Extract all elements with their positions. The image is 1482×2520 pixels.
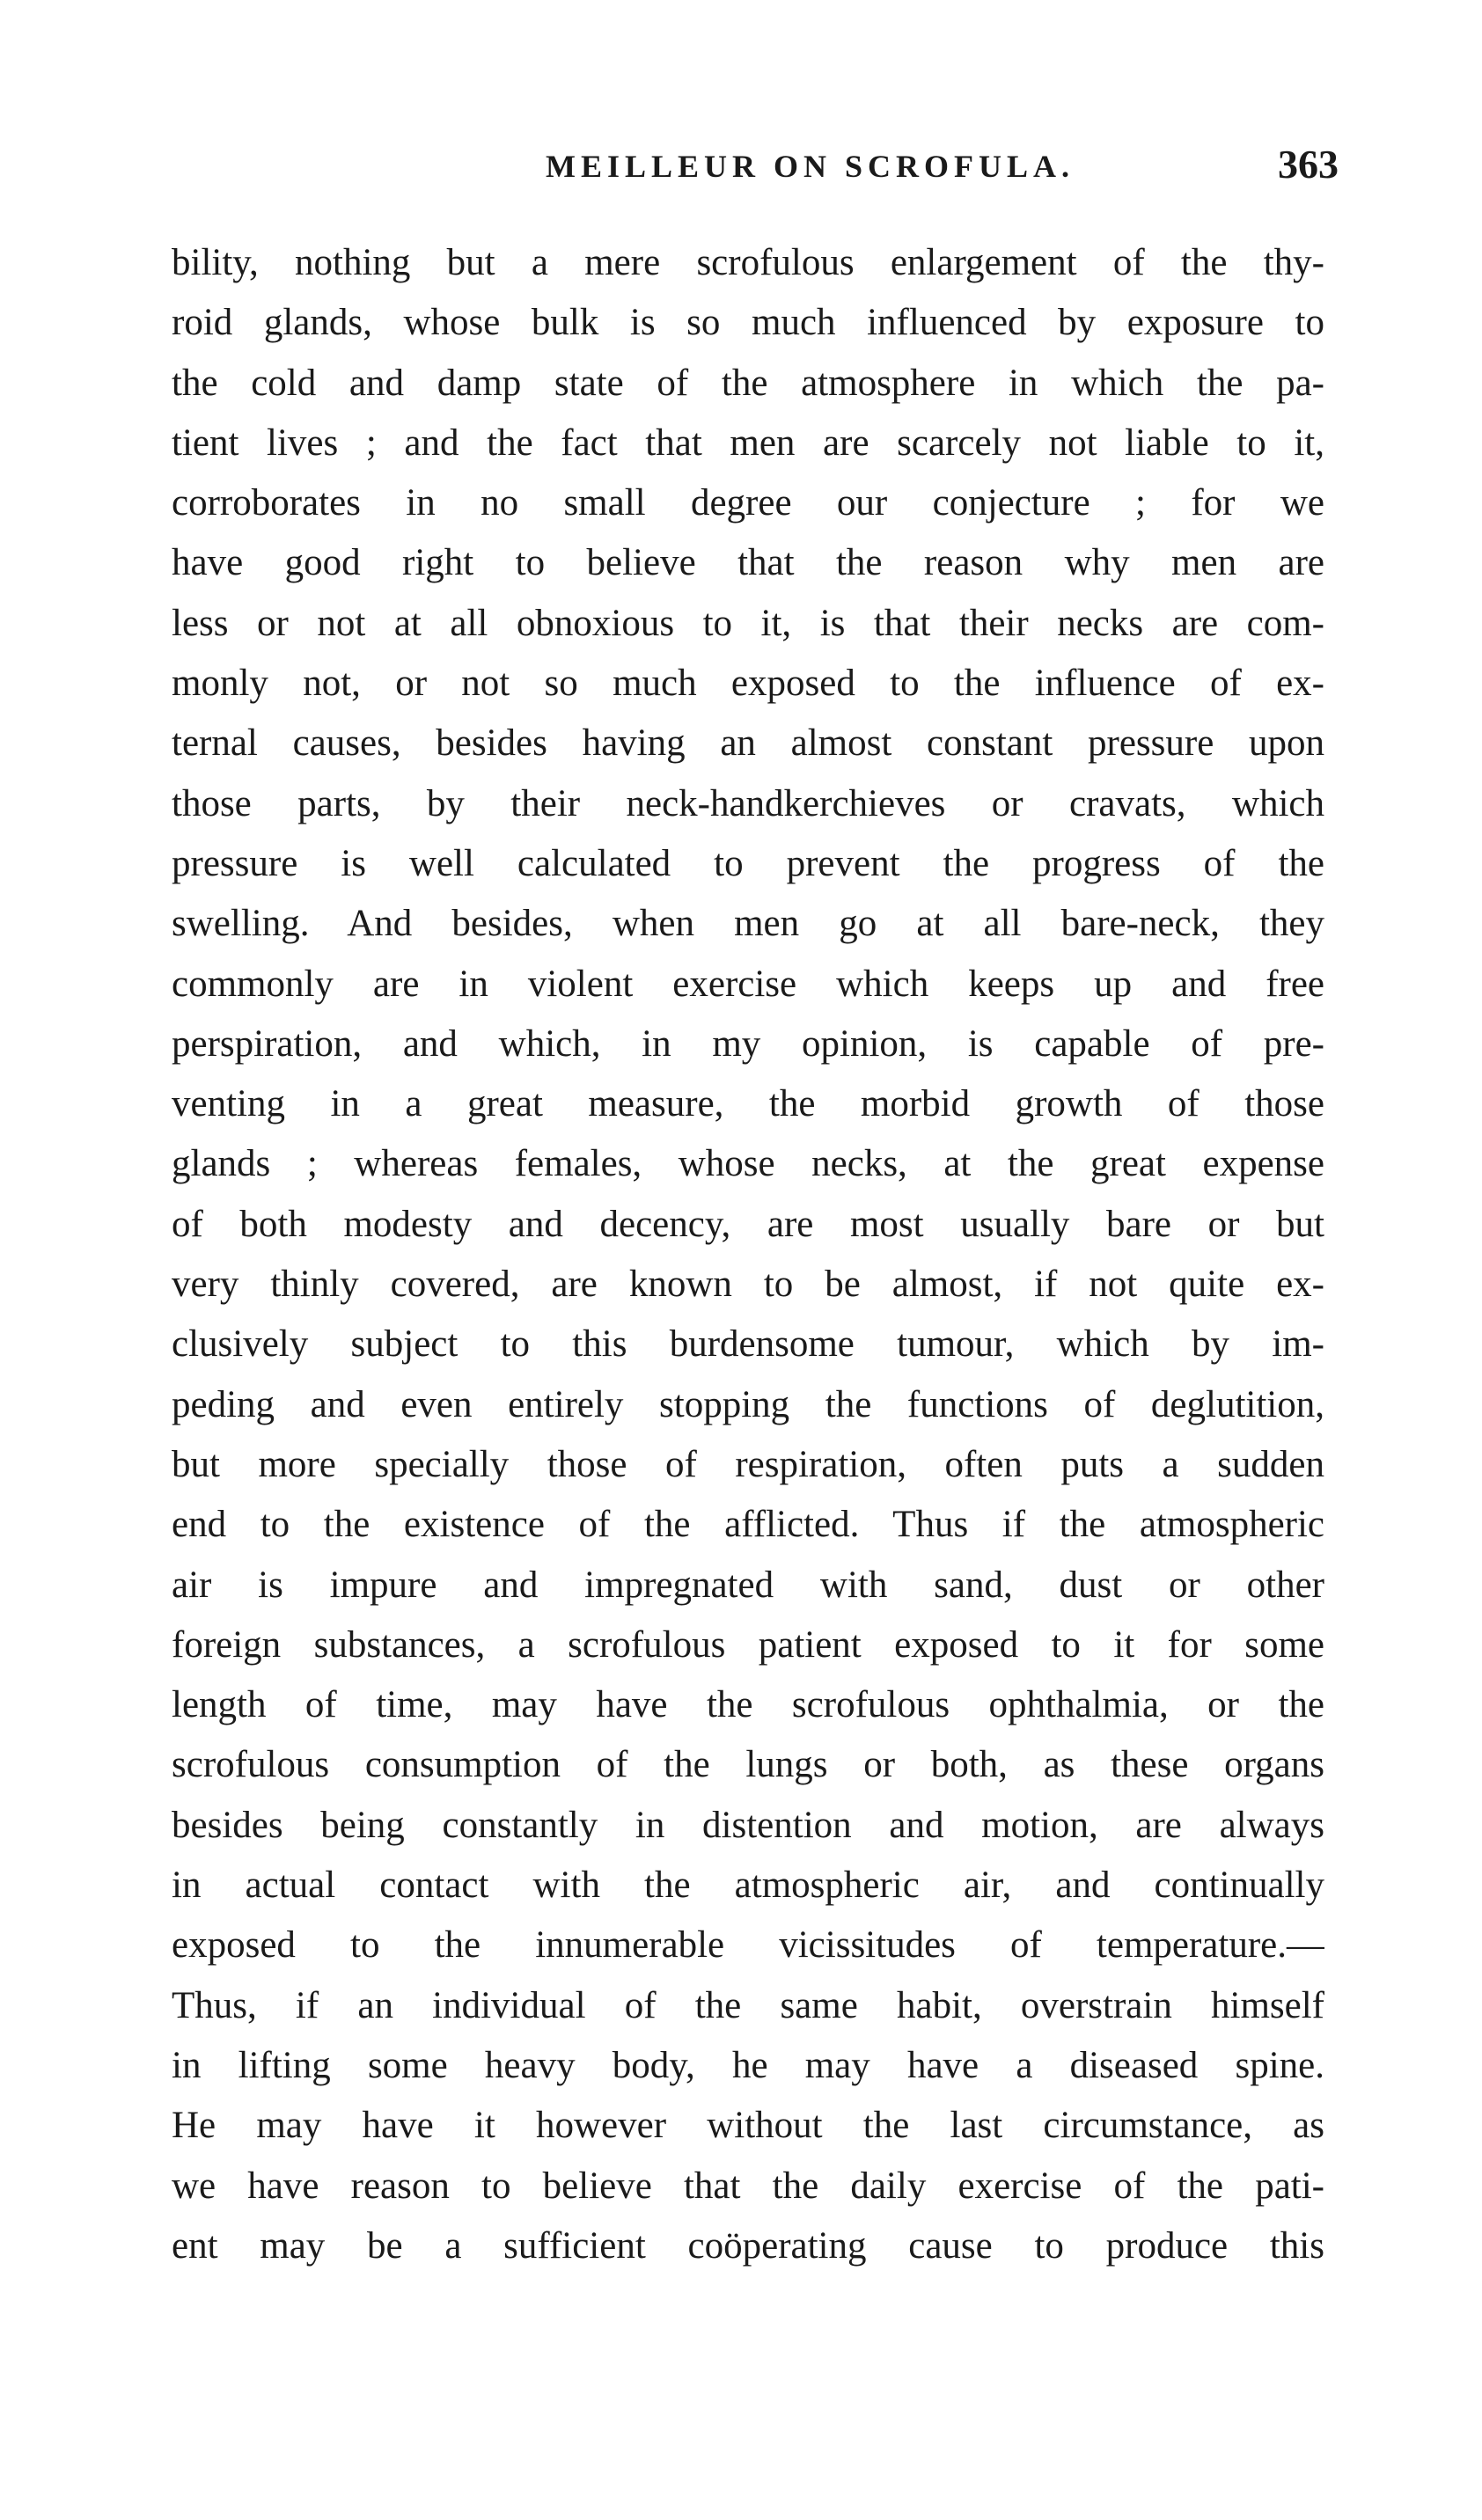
text-line: have good right to believe that the reason why men are xyxy=(172,542,1324,584)
text-line: bility, nothing but a mere scrofulous enlargement of the thy- xyxy=(172,242,1324,283)
text-line: ternal causes, besides having an almost constant pressure upon xyxy=(172,722,1324,765)
text-line: Thus, if an individual of the same habit, overstrain himself xyxy=(172,1984,1324,2026)
text-line: corroborates in no small degree our conjecture ; for we xyxy=(172,482,1324,524)
text-line: perspiration, and which, in my opinion, is capable of pre- xyxy=(172,1022,1324,1065)
text-line: in actual contact with the atmospheric air, and continually xyxy=(172,1864,1324,1907)
text-line: less or not at all obnoxious to it, is that their necks are com- xyxy=(172,602,1324,644)
text-line: those parts, by their neck-handkerchieves or cravats, which xyxy=(172,782,1324,824)
text-line: glands ; whereas females, whose necks, at the great expense xyxy=(172,1143,1324,1185)
text-line: venting in a great measure, the morbid growth of those xyxy=(172,1083,1324,1125)
text-line: He may have it however without the last circumstance, as xyxy=(172,2105,1324,2147)
text-line: swelling. And besides, when men go at all bare-neck, they xyxy=(172,903,1324,945)
body-text xyxy=(172,233,1324,2276)
text-line: in lifting some heavy body, he may have a diseased spine. xyxy=(172,2044,1324,2086)
text-line: clusively subject to this burdensome tumour, which by im- xyxy=(172,1323,1324,1366)
text-line: scrofulous consumption of the lungs or both, as these organs xyxy=(172,1744,1324,1786)
text-line: very thinly covered, are known to be almost, if not quite ex- xyxy=(172,1264,1324,1306)
text-line: we have reason to believe that the daily exercise of the pati- xyxy=(172,2165,1324,2207)
text-line: length of time, may have the scrofulous ophthalmia, or the xyxy=(172,1684,1324,1726)
text-line: monly not, or not so much exposed to the influence of ex- xyxy=(172,663,1324,705)
text-line: pressure is well calculated to prevent the progress of the xyxy=(172,842,1324,884)
text-line: ent may be a sufficient coöperating cause to produce this xyxy=(172,2224,1324,2267)
text-line: peding and even entirely stopping the functions of deglutition, xyxy=(172,1383,1324,1425)
text-line: roid glands, whose bulk is so much influenced by exposure to xyxy=(172,302,1324,344)
text-line: foreign substances, a scrofulous patient exposed to it for some xyxy=(172,1623,1324,1666)
running-head: MEILLEUR ON SCROFULA. xyxy=(546,149,1075,184)
text-line: commonly are in violent exercise which keeps up and free xyxy=(172,963,1324,1005)
page-number: 363 xyxy=(1278,142,1339,187)
text-line: exposed to the innumerable vicissitudes of temperature.— xyxy=(172,1924,1324,1967)
text-line: air is impure and impregnated with sand, dust or other xyxy=(172,1564,1324,1606)
text-line: the cold and damp state of the atmosphere in which the pa- xyxy=(172,362,1324,404)
text-line: besides being constantly in distention and motion, are always xyxy=(172,1804,1324,1846)
text-line: end to the existence of the afflicted. Thus if the atmospheric xyxy=(172,1504,1324,1546)
text-line: tient lives ; and the fact that men are scarcely not liable to it, xyxy=(172,421,1324,464)
text-line: of both modesty and decency, are most usually bare or but xyxy=(172,1203,1324,1245)
text-line: but more specially those of respiration, often puts a sudden xyxy=(172,1443,1324,1485)
